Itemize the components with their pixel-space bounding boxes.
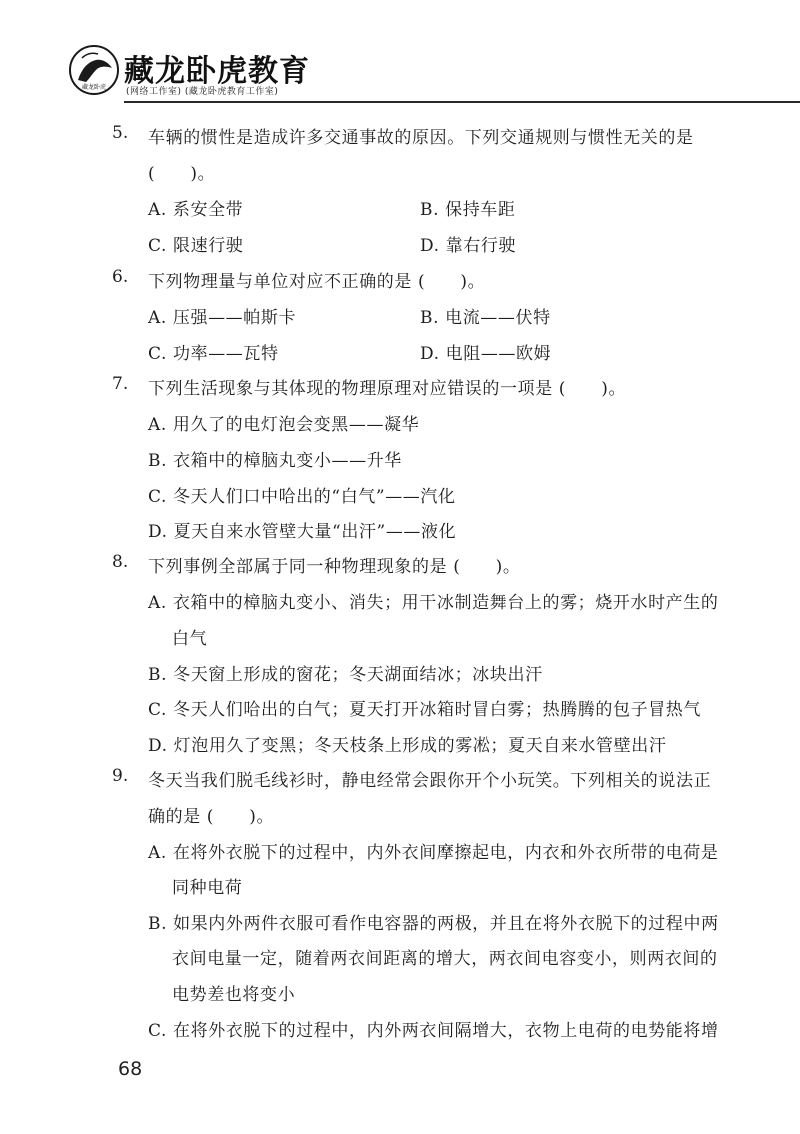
option-c: C. 在将外衣脱下的过程中，内外两衣间隔增大，衣物上电荷的电势能将增 — [148, 1021, 719, 1041]
question-stem: ( )。 — [148, 164, 216, 184]
option-a-continued: 同种电荷 — [172, 878, 243, 898]
page-header — [0, 0, 800, 104]
question-stem: 下列生活现象与其体现的物理原理对应错误的一项是 ( )。 — [148, 379, 627, 399]
option-a: A. 用久了的电灯泡会变黑——凝华 — [148, 415, 420, 435]
option-a: A. 压强——帕斯卡 — [148, 308, 297, 328]
option-a: A. 在将外衣脱下的过程中，内外衣间摩擦起电，内衣和外衣所带的电荷是 — [148, 843, 719, 863]
question-stem: 下列物理量与单位对应不正确的是 ( )。 — [148, 272, 486, 292]
header-divider — [124, 101, 800, 103]
option-d: D. 灯泡用久了变黑；冬天枝条上形成的雾凇；夏天自来水管壁出汗 — [148, 736, 667, 756]
option-c: C. 功率——瓦特 — [148, 344, 279, 364]
option-b: B. 如果内外两件衣服可看作电容器的两极，并且在将外衣脱下的过程中两 — [148, 914, 719, 934]
option-d: D. 电阻——欧姆 — [420, 344, 552, 364]
question-number: 8. — [112, 552, 129, 572]
option-d: D. 夏天自来水管壁大量“出汗”——液化 — [148, 522, 457, 542]
question-number: 5. — [112, 123, 129, 143]
option-b: B. 电流——伏特 — [420, 308, 551, 328]
question-number: 7. — [112, 374, 129, 394]
option-b-continued: 电势差也将变小 — [172, 985, 296, 1005]
option-d: D. 靠右行驶 — [420, 236, 517, 256]
question-stem: 下列事例全部属于同一种物理现象的是 ( )。 — [148, 557, 521, 577]
option-a-continued: 白气 — [172, 629, 208, 649]
question-number: 6. — [112, 267, 129, 287]
option-c: C. 冬天人们口中哈出的“白气”——汽化 — [148, 487, 456, 507]
logo-text: 藏龙卧虎 — [81, 84, 107, 91]
question-stem: 车辆的惯性是造成许多交通事故的原因。下列交通规则与惯性无关的是 — [148, 128, 694, 148]
option-c: C. 限速行驶 — [148, 236, 244, 256]
question-number: 9. — [112, 766, 129, 786]
brand-logo — [68, 44, 120, 96]
option-b: B. 衣箱中的樟脑丸变小——升华 — [148, 451, 402, 471]
option-c: C. 冬天人们哈出的白气；夏天打开冰箱时冒白雾；热腾腾的包子冒热气 — [148, 700, 702, 720]
page-number: 68 — [118, 1058, 143, 1080]
question-stem: 确的是 ( )。 — [148, 807, 275, 827]
option-b: B. 冬天窗上形成的窗花；冬天湖面结冰；冰块出汗 — [148, 665, 543, 685]
option-b-continued: 衣间电量一定，随着两衣间距离的增大，两衣间电容变小，则两衣间的 — [172, 949, 718, 969]
brand-title: 藏龙卧虎教育 — [124, 54, 310, 89]
question-stem: 冬天当我们脱毛线衫时，静电经常会跟你开个小玩笑。下列相关的说法正 — [148, 771, 712, 791]
brand-subtitle: (网络工作室) (藏龙卧虎教育工作室) — [126, 87, 279, 97]
option-a: A. 衣箱中的樟脑丸变小、消失；用干冰制造舞台上的雾；烧开水时产生的 — [148, 593, 719, 613]
option-b: B. 保持车距 — [420, 200, 516, 220]
option-a: A. 系安全带 — [148, 200, 244, 220]
